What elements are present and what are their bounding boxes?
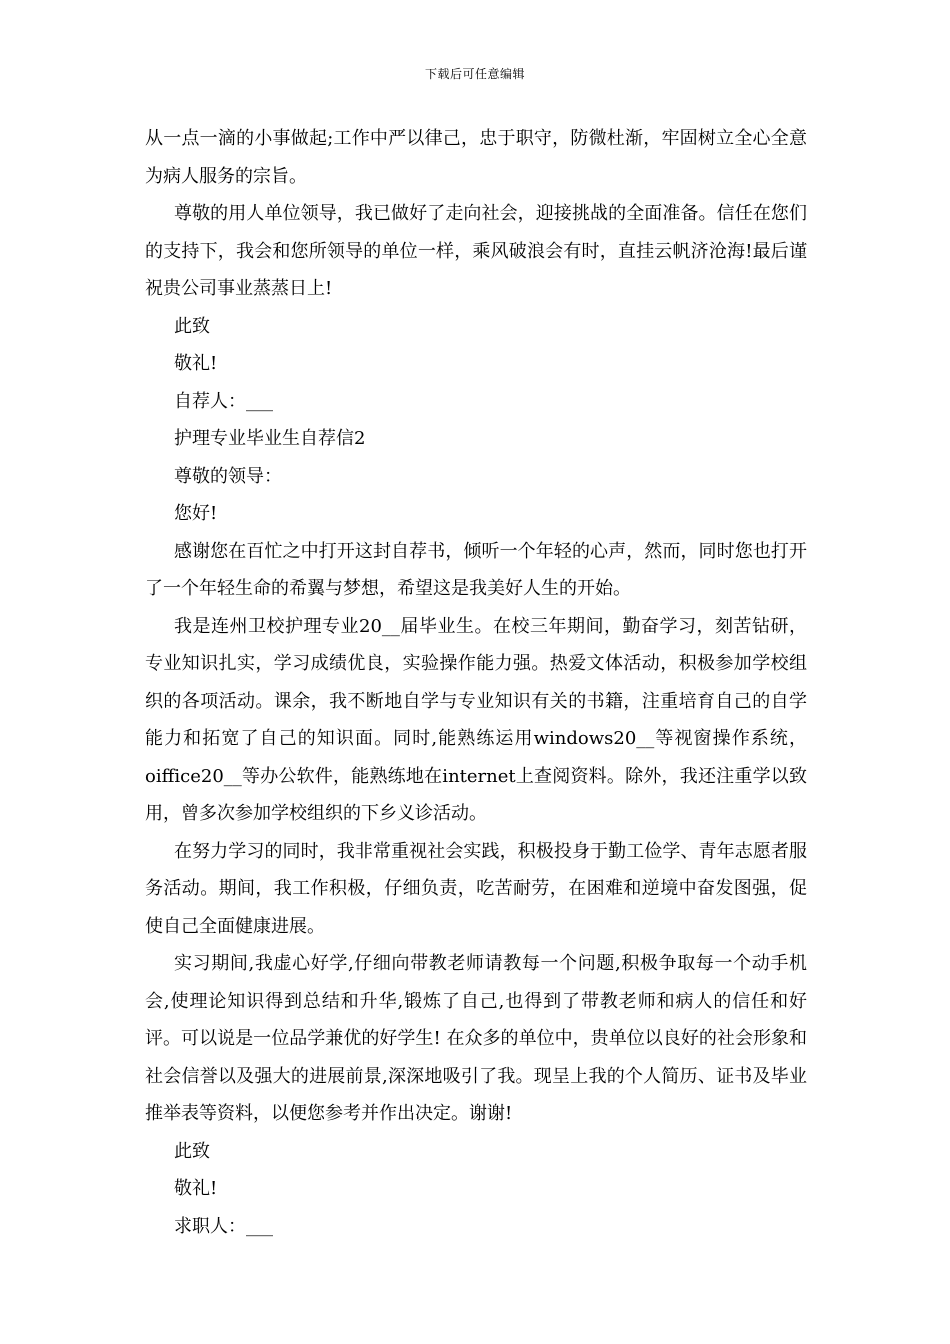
document-body bbox=[145, 120, 807, 1245]
signature-line: 求职人：___ bbox=[174, 1215, 273, 1237]
closing-line: 此致 bbox=[174, 315, 210, 337]
greeting-line: 您好! bbox=[174, 503, 218, 524]
letter-title: 护理专业毕业生自荐信2 bbox=[174, 428, 366, 449]
signature-line: 自荐人：___ bbox=[174, 390, 273, 412]
salutation-line: 敬礼! bbox=[174, 1178, 218, 1199]
page-header: 下载后可任意编辑 bbox=[424, 67, 525, 81]
paragraph: 实习期间,我虚心好学,仔细向带教老师请教每一个问题,积极争取每一个动手机会,使理论知识得到总结和升华,锻炼了自己,也得到了带教老师和病人的信任和好评。可以说是一位品学兼优的好学生! 在众多的单位中，贵单位以良好的社会形象和社会信誉以及强大的进展前景,深深地吸引了我。现呈上我的个人简历、证书及毕业推举表等资料，以便您参考并作出决定。谢谢! bbox=[145, 953, 807, 1124]
paragraph: 在努力学习的同时，我非常重视社会实践，积极投身于勤工俭学、青年志愿者服务活动。期间，我工作积极，仔细负责，吃苦耐劳，在困难和逆境中奋发图强，促使自己全面健康进展。 bbox=[145, 840, 807, 937]
paragraph: 尊敬的用人单位领导，我已做好了走向社会，迎接挑战的全面准备。信任在您们的支持下，我会和您所领导的单位一样，乘风破浪会有时，直挂云帆济沧海!最后谨祝贵公司事业蒸蒸日上! bbox=[145, 203, 807, 299]
paragraph: 从一点一滴的小事做起;工作中严以律己，忠于职守，防微杜渐，牢固树立全心全意为病人服务的宗旨。 bbox=[145, 128, 807, 187]
salutation-line: 敬礼! bbox=[174, 353, 218, 374]
paragraph: 感谢您在百忙之中打开这封自荐书，倾听一个年轻的心声，然而，同时您也打开了一个年轻生命的希翼与梦想，希望这是我美好人生的开始。 bbox=[145, 540, 807, 599]
closing-line: 此致 bbox=[174, 1140, 210, 1162]
greeting-line: 尊敬的领导： bbox=[174, 465, 282, 487]
paragraph: 我是连州卫校护理专业20__届毕业生。在校三年期间，勤奋学习，刻苦钻研，专业知识扎实，学习成绩优良，实验操作能力强。热爱文体活动，积极参加学校组织的各项活动。课余，我不断地自学与专业知识有关的书籍，注重培育自己的自学能力和拓宽了自己的知识面。同时,能熟练运用windows20__等视窗操作系统，oiffice20__等办公软件，能熟练地在internet上查阅资料。除外，我还注重学以致用，曾多次参加学校组织的下乡义诊活动。 bbox=[145, 615, 807, 824]
